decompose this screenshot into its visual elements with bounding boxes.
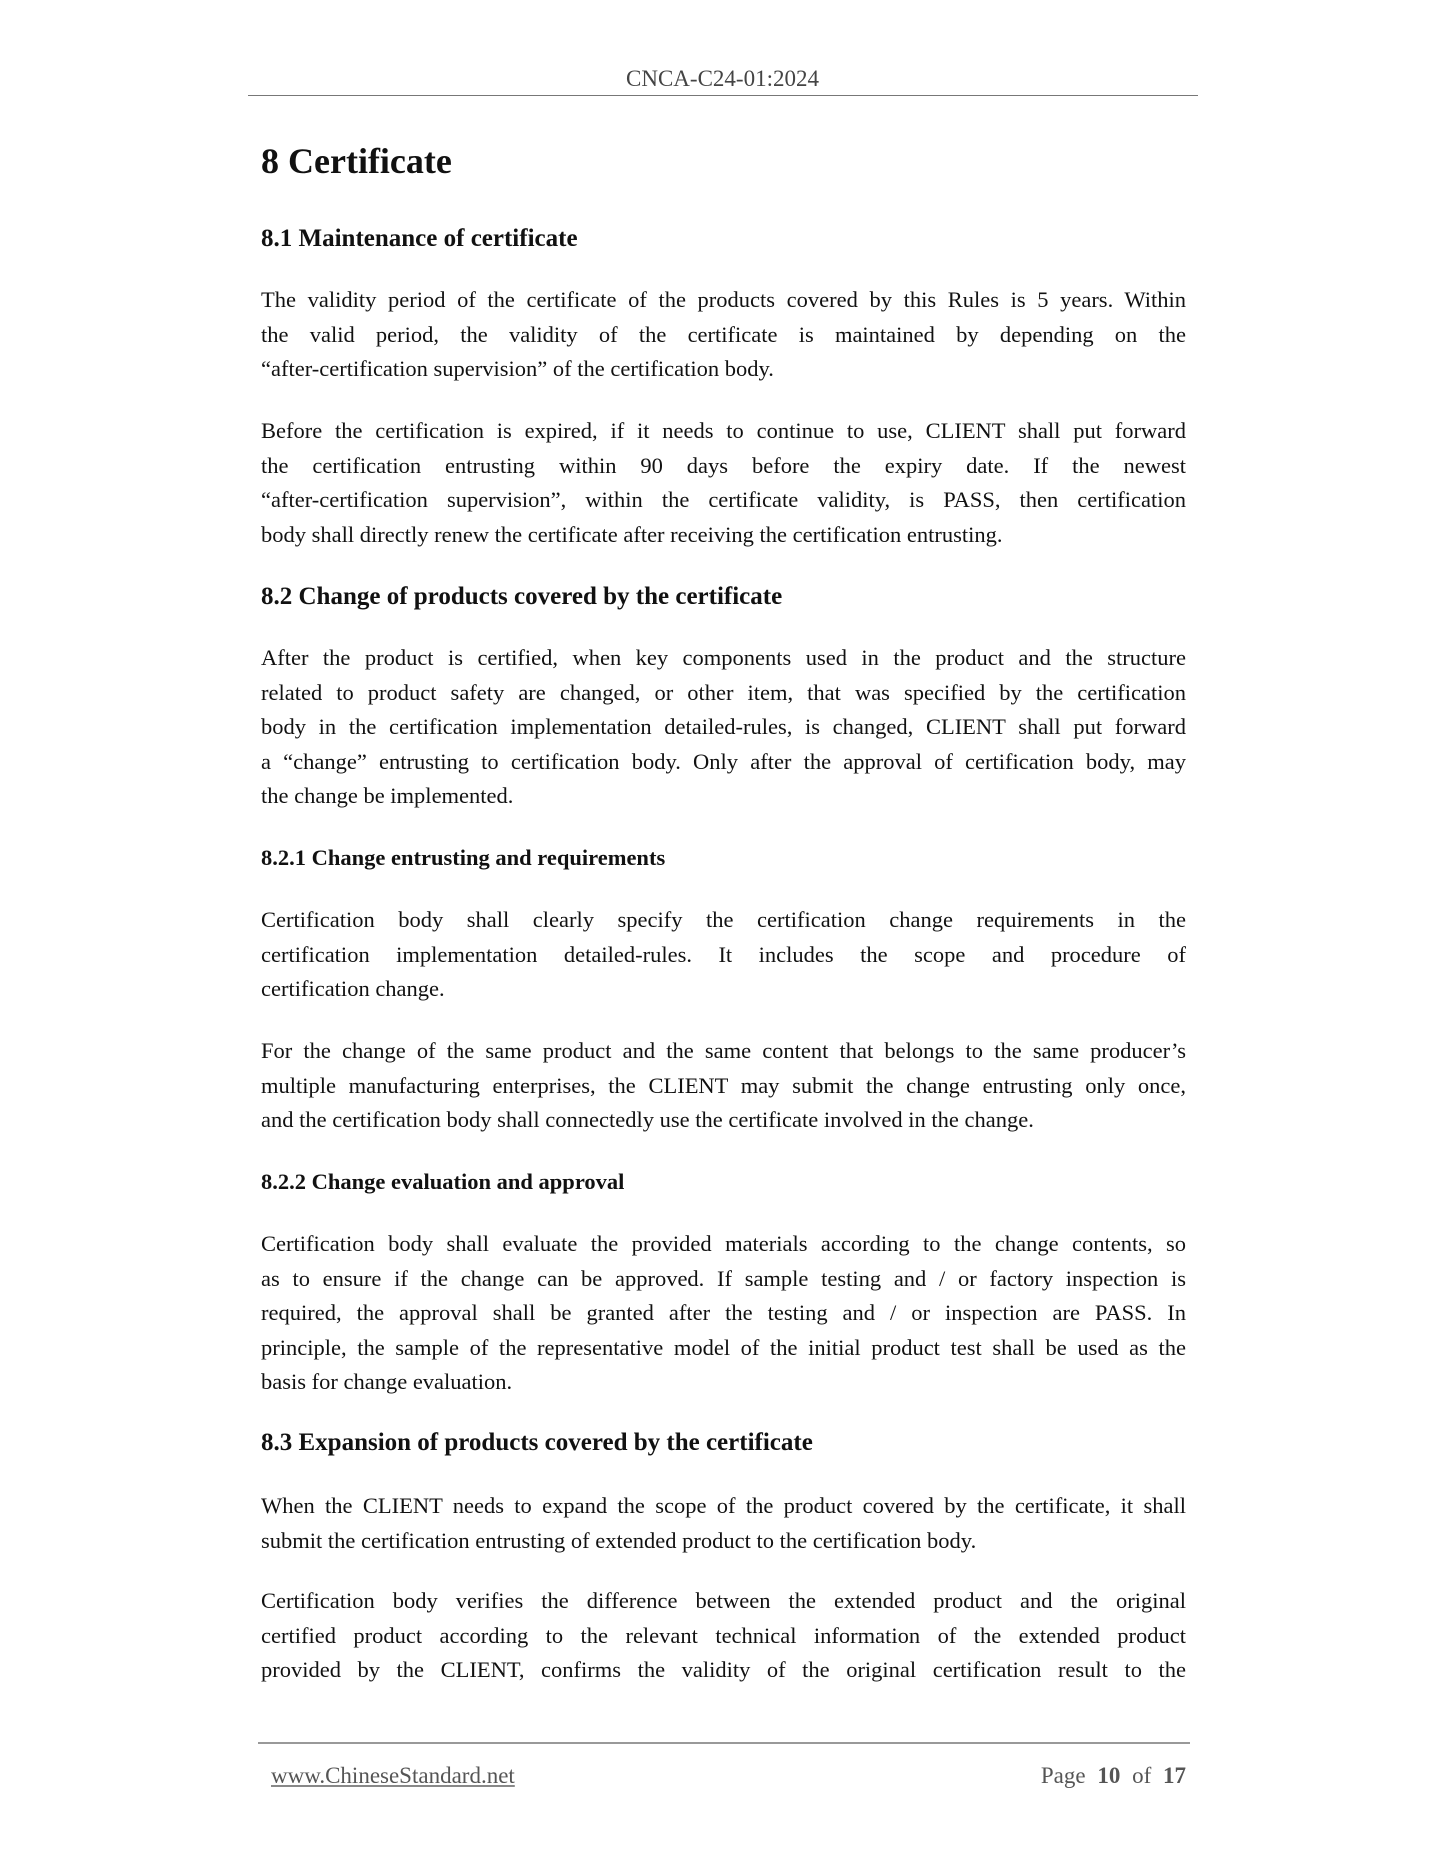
text-line: For the change of the same product and the same content that belongs to the same producer’s [261,1038,1186,1063]
text-line: certification implementation detailed-rules. It includes the scope and procedure of [261,941,1186,967]
text-line: Certification body shall clearly specify the certification change requirements in the [261,907,1186,932]
page-word: Page [1040,1763,1086,1788]
heading-8-2-1: 8.2.1 Change entrusting and requirements [261,845,666,870]
text-line: Before the certification is expired, if it needs to continue to use, CLIENT shall put forward [261,418,1186,443]
text-line: multiple manufacturing enterprises, the CLIENT may submit the change entrusting only once, [261,1072,1186,1098]
text-line: body in the certification implementation detailed-rules, is changed, CLIENT shall put forward [261,714,1186,740]
heading-8-3: 8.3 Expansion of products covered by the certificate [261,1429,813,1456]
text-line: basis for change evaluation. [261,1369,513,1395]
paragraph [261,1584,1186,1688]
text-line: “after-certification supervision” of the certification body. [261,356,774,382]
of-word: of [1132,1763,1152,1788]
text-line: After the product is certified, when key components used in the product and the structure [261,645,1186,670]
text-line: a “change” entrusting to certification body. Only after the approval of certification body, may [261,748,1186,774]
text-line: provided by the CLIENT, confirms the validity of the original certification result to the [261,1657,1186,1683]
paragraph [261,1034,1186,1138]
paragraph [261,641,1186,814]
text-line: related to product safety are changed, or other item, that was specified by the certification [261,679,1186,705]
page-number [1041,1763,1186,1789]
running-header: CNCA-C24-01:2024 [626,66,819,91]
section-title: 8 Certificate [261,141,452,181]
text-line: required, the approval shall be granted after the testing and / or inspection are PASS. In [261,1300,1186,1326]
website-link[interactable]: www.ChineseStandard.net [271,1763,515,1788]
heading-8-2-2: 8.2.2 Change evaluation and approval [261,1169,625,1194]
text-line: submit the certification entrusting of extended product to the certification body. [261,1527,977,1553]
page-current: 10 [1097,1763,1121,1788]
header-divider [248,95,1198,96]
paragraph [261,414,1186,552]
text-line: The validity period of the certificate of the products covered by this Rules is 5 years. Within [261,287,1186,312]
page-total: 17 [1163,1763,1186,1788]
paragraph [261,283,1186,387]
text-line: Certification body verifies the difference between the extended product and the original [261,1588,1186,1613]
text-line: body shall directly renew the certificate after receiving the certification entrusting. [261,521,1003,547]
paragraph [261,1489,1186,1558]
text-line: “after-certification supervision”, within the certificate validity, is PASS, then certification [261,487,1186,513]
heading-8-1: 8.1 Maintenance of certificate [261,225,578,252]
text-line: principle, the sample of the representative model of the initial product test shall be used as the [261,1334,1186,1360]
text-line: the valid period, the validity of the certificate is maintained by depending on the [261,321,1186,347]
text-line: the certification entrusting within 90 days before the expiry date. If the newest [261,452,1186,478]
text-line: Certification body shall evaluate the provided materials according to the change contents, so [261,1231,1186,1256]
text-line: as to ensure if the change can be approved. If sample testing and / or factory inspection is [261,1265,1186,1291]
text-line: When the CLIENT needs to expand the scope of the product covered by the certificate, it shall [261,1493,1186,1518]
text-line: certified product according to the relevant technical information of the extended product [261,1622,1186,1648]
text-line: the change be implemented. [261,783,514,809]
text-line: and the certification body shall connectedly use the certificate involved in the change. [261,1107,1034,1133]
footer-divider [258,1742,1190,1744]
paragraph [261,903,1186,1007]
heading-8-2: 8.2 Change of products covered by the certificate [261,583,783,610]
text-line: certification change. [261,976,445,1002]
paragraph [261,1227,1186,1400]
